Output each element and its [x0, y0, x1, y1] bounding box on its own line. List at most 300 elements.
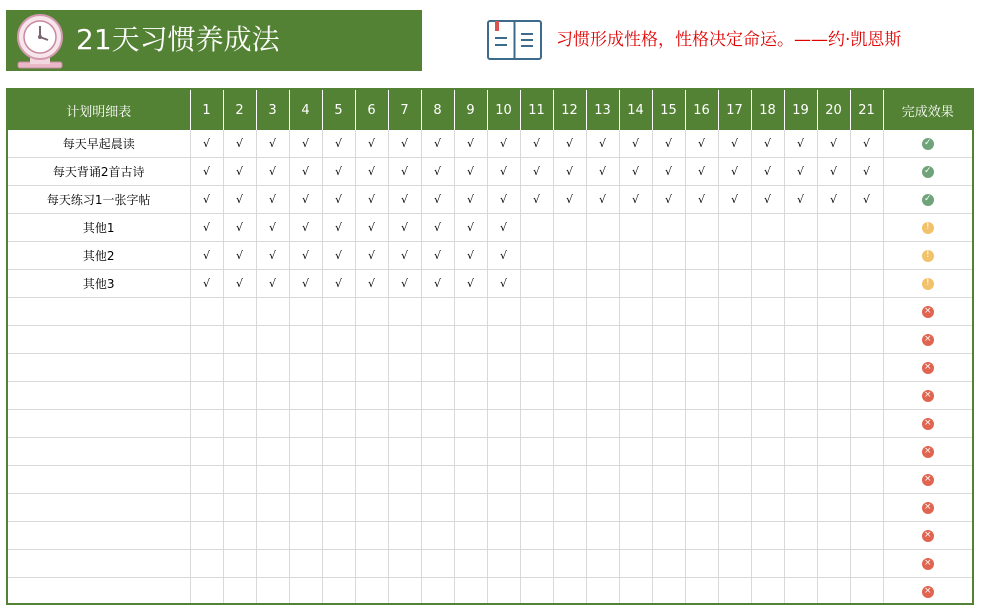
- day-cell[interactable]: [718, 494, 751, 522]
- day-cell[interactable]: [388, 242, 421, 270]
- day-cell[interactable]: [223, 578, 256, 606]
- day-cell[interactable]: [850, 326, 883, 354]
- day-cell[interactable]: [256, 550, 289, 578]
- day-cell[interactable]: [652, 578, 685, 606]
- day-cell[interactable]: [322, 522, 355, 550]
- day-cell[interactable]: [487, 410, 520, 438]
- day-cell[interactable]: [190, 270, 223, 298]
- day-cell[interactable]: [520, 214, 553, 242]
- day-cell[interactable]: [784, 298, 817, 326]
- habit-name-cell[interactable]: [8, 466, 190, 494]
- day-cell[interactable]: [553, 466, 586, 494]
- day-cell[interactable]: [850, 410, 883, 438]
- day-cell[interactable]: [190, 578, 223, 606]
- day-cell[interactable]: [817, 466, 850, 494]
- day-cell[interactable]: [850, 494, 883, 522]
- day-cell[interactable]: [652, 270, 685, 298]
- day-cell[interactable]: [685, 214, 718, 242]
- day-cell[interactable]: [454, 326, 487, 354]
- day-cell[interactable]: [256, 242, 289, 270]
- day-cell[interactable]: [586, 298, 619, 326]
- day-cell[interactable]: [454, 214, 487, 242]
- day-cell[interactable]: [256, 522, 289, 550]
- day-cell[interactable]: [454, 550, 487, 578]
- day-cell[interactable]: [784, 550, 817, 578]
- day-cell[interactable]: [652, 438, 685, 466]
- day-cell[interactable]: [388, 326, 421, 354]
- day-cell[interactable]: [751, 186, 784, 214]
- habit-name-cell[interactable]: [8, 522, 190, 550]
- day-cell[interactable]: [553, 522, 586, 550]
- day-cell[interactable]: [685, 270, 718, 298]
- day-cell[interactable]: [553, 382, 586, 410]
- day-cell[interactable]: [718, 326, 751, 354]
- day-cell[interactable]: [454, 186, 487, 214]
- day-cell[interactable]: [421, 550, 454, 578]
- day-cell[interactable]: [355, 214, 388, 242]
- day-cell[interactable]: [487, 298, 520, 326]
- day-cell[interactable]: [223, 550, 256, 578]
- day-cell[interactable]: [784, 382, 817, 410]
- day-cell[interactable]: [487, 382, 520, 410]
- habit-name-cell[interactable]: 其他3: [8, 270, 190, 298]
- day-cell[interactable]: [553, 494, 586, 522]
- day-cell[interactable]: [553, 242, 586, 270]
- day-cell[interactable]: [817, 214, 850, 242]
- day-cell[interactable]: [850, 550, 883, 578]
- day-cell[interactable]: [256, 494, 289, 522]
- day-cell[interactable]: [322, 158, 355, 186]
- day-cell[interactable]: [223, 438, 256, 466]
- day-cell[interactable]: [322, 298, 355, 326]
- day-cell[interactable]: [553, 438, 586, 466]
- day-cell[interactable]: [751, 438, 784, 466]
- day-cell[interactable]: [850, 242, 883, 270]
- day-cell[interactable]: [355, 158, 388, 186]
- day-cell[interactable]: [223, 186, 256, 214]
- day-cell[interactable]: [421, 410, 454, 438]
- day-cell[interactable]: [487, 130, 520, 158]
- habit-name-cell[interactable]: [8, 410, 190, 438]
- day-cell[interactable]: [784, 494, 817, 522]
- day-cell[interactable]: [817, 326, 850, 354]
- day-cell[interactable]: [784, 242, 817, 270]
- day-cell[interactable]: [784, 466, 817, 494]
- day-cell[interactable]: [289, 326, 322, 354]
- habit-name-cell[interactable]: [8, 578, 190, 606]
- day-cell[interactable]: [322, 186, 355, 214]
- day-cell[interactable]: [289, 410, 322, 438]
- day-cell[interactable]: [223, 130, 256, 158]
- day-cell[interactable]: [388, 578, 421, 606]
- day-cell[interactable]: [751, 214, 784, 242]
- day-cell[interactable]: [652, 522, 685, 550]
- day-cell[interactable]: [256, 578, 289, 606]
- day-cell[interactable]: [685, 186, 718, 214]
- day-cell[interactable]: [190, 130, 223, 158]
- day-cell[interactable]: [520, 438, 553, 466]
- day-cell[interactable]: [553, 186, 586, 214]
- day-cell[interactable]: [322, 550, 355, 578]
- day-cell[interactable]: [322, 466, 355, 494]
- day-cell[interactable]: [784, 326, 817, 354]
- day-cell[interactable]: [388, 550, 421, 578]
- day-cell[interactable]: [322, 410, 355, 438]
- day-cell[interactable]: [256, 354, 289, 382]
- day-cell[interactable]: [784, 578, 817, 606]
- habit-name-cell[interactable]: [8, 298, 190, 326]
- day-cell[interactable]: [520, 466, 553, 494]
- habit-name-cell[interactable]: 每天早起晨读: [8, 130, 190, 158]
- day-cell[interactable]: [685, 158, 718, 186]
- day-cell[interactable]: [784, 130, 817, 158]
- day-cell[interactable]: [256, 410, 289, 438]
- day-cell[interactable]: [718, 186, 751, 214]
- day-cell[interactable]: [553, 550, 586, 578]
- day-cell[interactable]: [784, 270, 817, 298]
- day-cell[interactable]: [817, 382, 850, 410]
- day-cell[interactable]: [421, 494, 454, 522]
- day-cell[interactable]: [619, 354, 652, 382]
- day-cell[interactable]: [487, 522, 520, 550]
- day-cell[interactable]: [322, 242, 355, 270]
- day-cell[interactable]: [487, 550, 520, 578]
- day-cell[interactable]: [421, 522, 454, 550]
- day-cell[interactable]: [751, 326, 784, 354]
- day-cell[interactable]: [355, 466, 388, 494]
- day-cell[interactable]: [652, 242, 685, 270]
- day-cell[interactable]: [190, 522, 223, 550]
- day-cell[interactable]: [850, 270, 883, 298]
- day-cell[interactable]: [685, 438, 718, 466]
- day-cell[interactable]: [289, 550, 322, 578]
- day-cell[interactable]: [718, 242, 751, 270]
- day-cell[interactable]: [586, 466, 619, 494]
- day-cell[interactable]: [751, 410, 784, 438]
- day-cell[interactable]: [751, 298, 784, 326]
- day-cell[interactable]: [520, 382, 553, 410]
- day-cell[interactable]: [751, 466, 784, 494]
- day-cell[interactable]: [586, 578, 619, 606]
- day-cell[interactable]: [520, 578, 553, 606]
- day-cell[interactable]: [190, 242, 223, 270]
- day-cell[interactable]: [487, 270, 520, 298]
- day-cell[interactable]: [421, 438, 454, 466]
- day-cell[interactable]: [685, 550, 718, 578]
- day-cell[interactable]: [685, 242, 718, 270]
- day-cell[interactable]: [751, 522, 784, 550]
- day-cell[interactable]: [652, 298, 685, 326]
- day-cell[interactable]: [289, 382, 322, 410]
- day-cell[interactable]: [388, 158, 421, 186]
- day-cell[interactable]: [784, 186, 817, 214]
- day-cell[interactable]: [454, 158, 487, 186]
- day-cell[interactable]: [619, 494, 652, 522]
- day-cell[interactable]: [190, 466, 223, 494]
- day-cell[interactable]: [454, 438, 487, 466]
- day-cell[interactable]: [817, 522, 850, 550]
- day-cell[interactable]: [817, 186, 850, 214]
- day-cell[interactable]: [784, 522, 817, 550]
- day-cell[interactable]: [817, 578, 850, 606]
- day-cell[interactable]: [289, 466, 322, 494]
- day-cell[interactable]: [322, 354, 355, 382]
- day-cell[interactable]: [817, 354, 850, 382]
- day-cell[interactable]: [355, 354, 388, 382]
- day-cell[interactable]: [718, 438, 751, 466]
- day-cell[interactable]: [289, 270, 322, 298]
- day-cell[interactable]: [223, 326, 256, 354]
- day-cell[interactable]: [388, 270, 421, 298]
- day-cell[interactable]: [355, 550, 388, 578]
- day-cell[interactable]: [553, 214, 586, 242]
- day-cell[interactable]: [190, 326, 223, 354]
- day-cell[interactable]: [355, 130, 388, 158]
- day-cell[interactable]: [388, 438, 421, 466]
- day-cell[interactable]: [322, 130, 355, 158]
- day-cell[interactable]: [223, 522, 256, 550]
- day-cell[interactable]: [586, 130, 619, 158]
- day-cell[interactable]: [520, 298, 553, 326]
- day-cell[interactable]: [619, 158, 652, 186]
- day-cell[interactable]: [850, 466, 883, 494]
- day-cell[interactable]: [751, 550, 784, 578]
- day-cell[interactable]: [487, 326, 520, 354]
- day-cell[interactable]: [520, 410, 553, 438]
- day-cell[interactable]: [223, 410, 256, 438]
- day-cell[interactable]: [190, 158, 223, 186]
- day-cell[interactable]: [256, 382, 289, 410]
- day-cell[interactable]: [289, 298, 322, 326]
- day-cell[interactable]: [289, 438, 322, 466]
- day-cell[interactable]: [256, 158, 289, 186]
- day-cell[interactable]: [817, 298, 850, 326]
- day-cell[interactable]: [586, 550, 619, 578]
- day-cell[interactable]: [322, 494, 355, 522]
- day-cell[interactable]: [652, 130, 685, 158]
- day-cell[interactable]: [817, 130, 850, 158]
- day-cell[interactable]: [388, 494, 421, 522]
- day-cell[interactable]: [850, 438, 883, 466]
- day-cell[interactable]: [421, 354, 454, 382]
- day-cell[interactable]: [619, 410, 652, 438]
- day-cell[interactable]: [718, 578, 751, 606]
- day-cell[interactable]: [388, 382, 421, 410]
- day-cell[interactable]: [817, 410, 850, 438]
- day-cell[interactable]: [256, 438, 289, 466]
- day-cell[interactable]: [751, 354, 784, 382]
- day-cell[interactable]: [718, 214, 751, 242]
- day-cell[interactable]: [256, 326, 289, 354]
- day-cell[interactable]: [421, 270, 454, 298]
- day-cell[interactable]: [652, 326, 685, 354]
- day-cell[interactable]: [718, 382, 751, 410]
- day-cell[interactable]: [190, 186, 223, 214]
- day-cell[interactable]: [421, 578, 454, 606]
- day-cell[interactable]: [718, 130, 751, 158]
- day-cell[interactable]: [817, 158, 850, 186]
- day-cell[interactable]: [421, 242, 454, 270]
- day-cell[interactable]: [487, 354, 520, 382]
- day-cell[interactable]: [619, 438, 652, 466]
- day-cell[interactable]: [223, 214, 256, 242]
- day-cell[interactable]: [322, 382, 355, 410]
- day-cell[interactable]: [685, 326, 718, 354]
- day-cell[interactable]: [454, 354, 487, 382]
- day-cell[interactable]: [850, 186, 883, 214]
- day-cell[interactable]: [553, 130, 586, 158]
- day-cell[interactable]: [520, 326, 553, 354]
- day-cell[interactable]: [586, 522, 619, 550]
- day-cell[interactable]: [487, 494, 520, 522]
- day-cell[interactable]: [421, 382, 454, 410]
- day-cell[interactable]: [190, 214, 223, 242]
- day-cell[interactable]: [619, 186, 652, 214]
- day-cell[interactable]: [817, 438, 850, 466]
- day-cell[interactable]: [520, 270, 553, 298]
- day-cell[interactable]: [817, 550, 850, 578]
- day-cell[interactable]: [487, 242, 520, 270]
- day-cell[interactable]: [421, 186, 454, 214]
- day-cell[interactable]: [685, 466, 718, 494]
- day-cell[interactable]: [751, 130, 784, 158]
- day-cell[interactable]: [520, 550, 553, 578]
- day-cell[interactable]: [487, 578, 520, 606]
- day-cell[interactable]: [718, 298, 751, 326]
- day-cell[interactable]: [751, 494, 784, 522]
- day-cell[interactable]: [586, 214, 619, 242]
- day-cell[interactable]: [421, 326, 454, 354]
- day-cell[interactable]: [190, 494, 223, 522]
- habit-name-cell[interactable]: [8, 382, 190, 410]
- day-cell[interactable]: [322, 270, 355, 298]
- habit-name-cell[interactable]: [8, 354, 190, 382]
- day-cell[interactable]: [586, 270, 619, 298]
- day-cell[interactable]: [553, 158, 586, 186]
- habit-name-cell[interactable]: [8, 494, 190, 522]
- day-cell[interactable]: [520, 242, 553, 270]
- day-cell[interactable]: [421, 466, 454, 494]
- day-cell[interactable]: [223, 298, 256, 326]
- day-cell[interactable]: [586, 186, 619, 214]
- day-cell[interactable]: [619, 578, 652, 606]
- day-cell[interactable]: [355, 410, 388, 438]
- day-cell[interactable]: [652, 214, 685, 242]
- day-cell[interactable]: [190, 298, 223, 326]
- day-cell[interactable]: [586, 494, 619, 522]
- day-cell[interactable]: [751, 158, 784, 186]
- day-cell[interactable]: [421, 158, 454, 186]
- day-cell[interactable]: [223, 242, 256, 270]
- day-cell[interactable]: [685, 298, 718, 326]
- day-cell[interactable]: [619, 466, 652, 494]
- day-cell[interactable]: [619, 522, 652, 550]
- day-cell[interactable]: [454, 410, 487, 438]
- day-cell[interactable]: [388, 522, 421, 550]
- day-cell[interactable]: [850, 158, 883, 186]
- day-cell[interactable]: [256, 298, 289, 326]
- day-cell[interactable]: [652, 354, 685, 382]
- day-cell[interactable]: [322, 578, 355, 606]
- day-cell[interactable]: [355, 298, 388, 326]
- day-cell[interactable]: [223, 466, 256, 494]
- day-cell[interactable]: [586, 410, 619, 438]
- day-cell[interactable]: [586, 354, 619, 382]
- day-cell[interactable]: [454, 130, 487, 158]
- day-cell[interactable]: [454, 522, 487, 550]
- day-cell[interactable]: [553, 354, 586, 382]
- day-cell[interactable]: [652, 186, 685, 214]
- day-cell[interactable]: [619, 298, 652, 326]
- day-cell[interactable]: [553, 578, 586, 606]
- day-cell[interactable]: [850, 130, 883, 158]
- day-cell[interactable]: [223, 354, 256, 382]
- day-cell[interactable]: [850, 382, 883, 410]
- day-cell[interactable]: [355, 494, 388, 522]
- day-cell[interactable]: [652, 494, 685, 522]
- day-cell[interactable]: [487, 438, 520, 466]
- day-cell[interactable]: [619, 270, 652, 298]
- day-cell[interactable]: [784, 158, 817, 186]
- day-cell[interactable]: [850, 522, 883, 550]
- day-cell[interactable]: [784, 214, 817, 242]
- day-cell[interactable]: [223, 270, 256, 298]
- day-cell[interactable]: [454, 298, 487, 326]
- day-cell[interactable]: [685, 522, 718, 550]
- day-cell[interactable]: [718, 158, 751, 186]
- day-cell[interactable]: [520, 158, 553, 186]
- day-cell[interactable]: [685, 130, 718, 158]
- day-cell[interactable]: [718, 354, 751, 382]
- day-cell[interactable]: [355, 382, 388, 410]
- day-cell[interactable]: [388, 130, 421, 158]
- day-cell[interactable]: [454, 466, 487, 494]
- day-cell[interactable]: [850, 354, 883, 382]
- day-cell[interactable]: [652, 410, 685, 438]
- day-cell[interactable]: [289, 494, 322, 522]
- day-cell[interactable]: [619, 242, 652, 270]
- day-cell[interactable]: [520, 186, 553, 214]
- habit-name-cell[interactable]: 其他1: [8, 214, 190, 242]
- day-cell[interactable]: [520, 130, 553, 158]
- day-cell[interactable]: [355, 242, 388, 270]
- day-cell[interactable]: [421, 214, 454, 242]
- day-cell[interactable]: [685, 578, 718, 606]
- day-cell[interactable]: [454, 494, 487, 522]
- day-cell[interactable]: [652, 158, 685, 186]
- day-cell[interactable]: [256, 270, 289, 298]
- day-cell[interactable]: [454, 242, 487, 270]
- day-cell[interactable]: [256, 130, 289, 158]
- habit-name-cell[interactable]: [8, 550, 190, 578]
- day-cell[interactable]: [487, 466, 520, 494]
- day-cell[interactable]: [784, 354, 817, 382]
- day-cell[interactable]: [289, 242, 322, 270]
- day-cell[interactable]: [190, 354, 223, 382]
- day-cell[interactable]: [388, 466, 421, 494]
- habit-name-cell[interactable]: [8, 326, 190, 354]
- day-cell[interactable]: [784, 438, 817, 466]
- day-cell[interactable]: [190, 438, 223, 466]
- day-cell[interactable]: [850, 298, 883, 326]
- day-cell[interactable]: [520, 494, 553, 522]
- habit-name-cell[interactable]: 其他2: [8, 242, 190, 270]
- day-cell[interactable]: [190, 550, 223, 578]
- day-cell[interactable]: [586, 242, 619, 270]
- day-cell[interactable]: [718, 270, 751, 298]
- day-cell[interactable]: [190, 382, 223, 410]
- day-cell[interactable]: [322, 438, 355, 466]
